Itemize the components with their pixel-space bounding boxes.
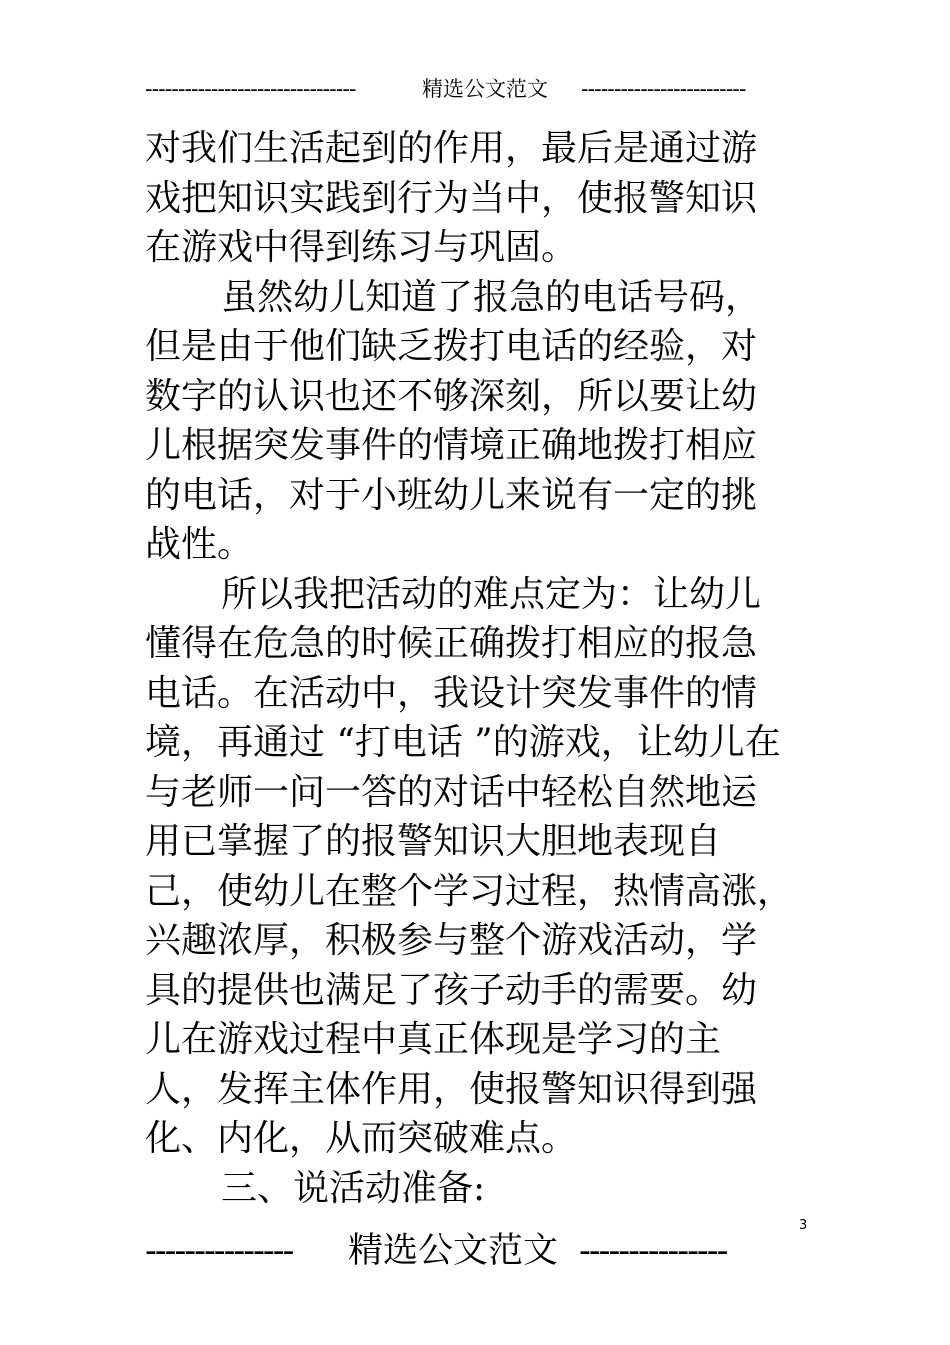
text-line: 戏把知识实践到行为当中，使报警知识	[145, 177, 758, 219]
text-line: 具的提供也满足了孩子动手的需要。幼	[145, 969, 758, 1011]
text-line: 用已掌握了的报警知识大胆地表现自	[145, 821, 722, 862]
text-line: 己，使幼儿在整个学习过程，热情高涨，	[145, 870, 794, 912]
header-right-rule: -------------------------	[581, 77, 746, 101]
text-line: 兴趣浓厚，积极参与整个游戏活动，学	[145, 920, 758, 961]
text-line: 电话。在活动中，我设计突发事件的情	[145, 672, 758, 714]
text-line: 战性。	[145, 524, 254, 565]
text-line: 化、内化，从而突破难点。	[145, 1118, 578, 1159]
text-line: 数字的认识也还不够深刻，所以要让幼	[145, 375, 758, 417]
text-line: 对我们生活起到的作用，最后是通过游	[145, 128, 758, 169]
text-line: 儿在游戏过程中真正体现是学习的主	[145, 1019, 722, 1060]
text-line: 境，再通过 “打电话 ”的游戏，让幼儿在	[145, 722, 781, 763]
page-number: 3	[799, 1218, 808, 1233]
text-line: 懂得在危急的时候正确拨打相应的报急	[145, 623, 758, 664]
paragraph-first-line: 所以我把活动的难点定为：让幼儿	[221, 573, 762, 615]
footer-left-rule: ---------------	[145, 1231, 293, 1271]
footer-right-rule: ---------------	[579, 1231, 727, 1271]
document-body	[145, 124, 794, 1213]
text-line: 但是由于他们缺乏拨打电话的经验，对	[145, 326, 758, 367]
header-title: 精选公文范文	[422, 77, 548, 101]
paragraph-first-line: 虽然幼儿知道了报急的电话号码，	[221, 276, 762, 318]
text-line: 与老师一问一答的对话中轻松自然地运	[145, 771, 758, 813]
section-heading: 三、说活动准备:	[221, 1167, 486, 1209]
header-left-rule: --------------------------------	[145, 77, 356, 101]
footer-title: 精选公文范文	[348, 1231, 559, 1271]
text-line: 人，发挥主体作用，使报警知识得到强	[145, 1068, 758, 1110]
text-line: 儿根据突发事件的情境正确地拨打相应	[145, 425, 758, 466]
text-line: 在游戏中得到练习与巩固。	[145, 227, 578, 268]
text-line: 的电话，对于小班幼儿来说有一定的挑	[145, 474, 758, 516]
